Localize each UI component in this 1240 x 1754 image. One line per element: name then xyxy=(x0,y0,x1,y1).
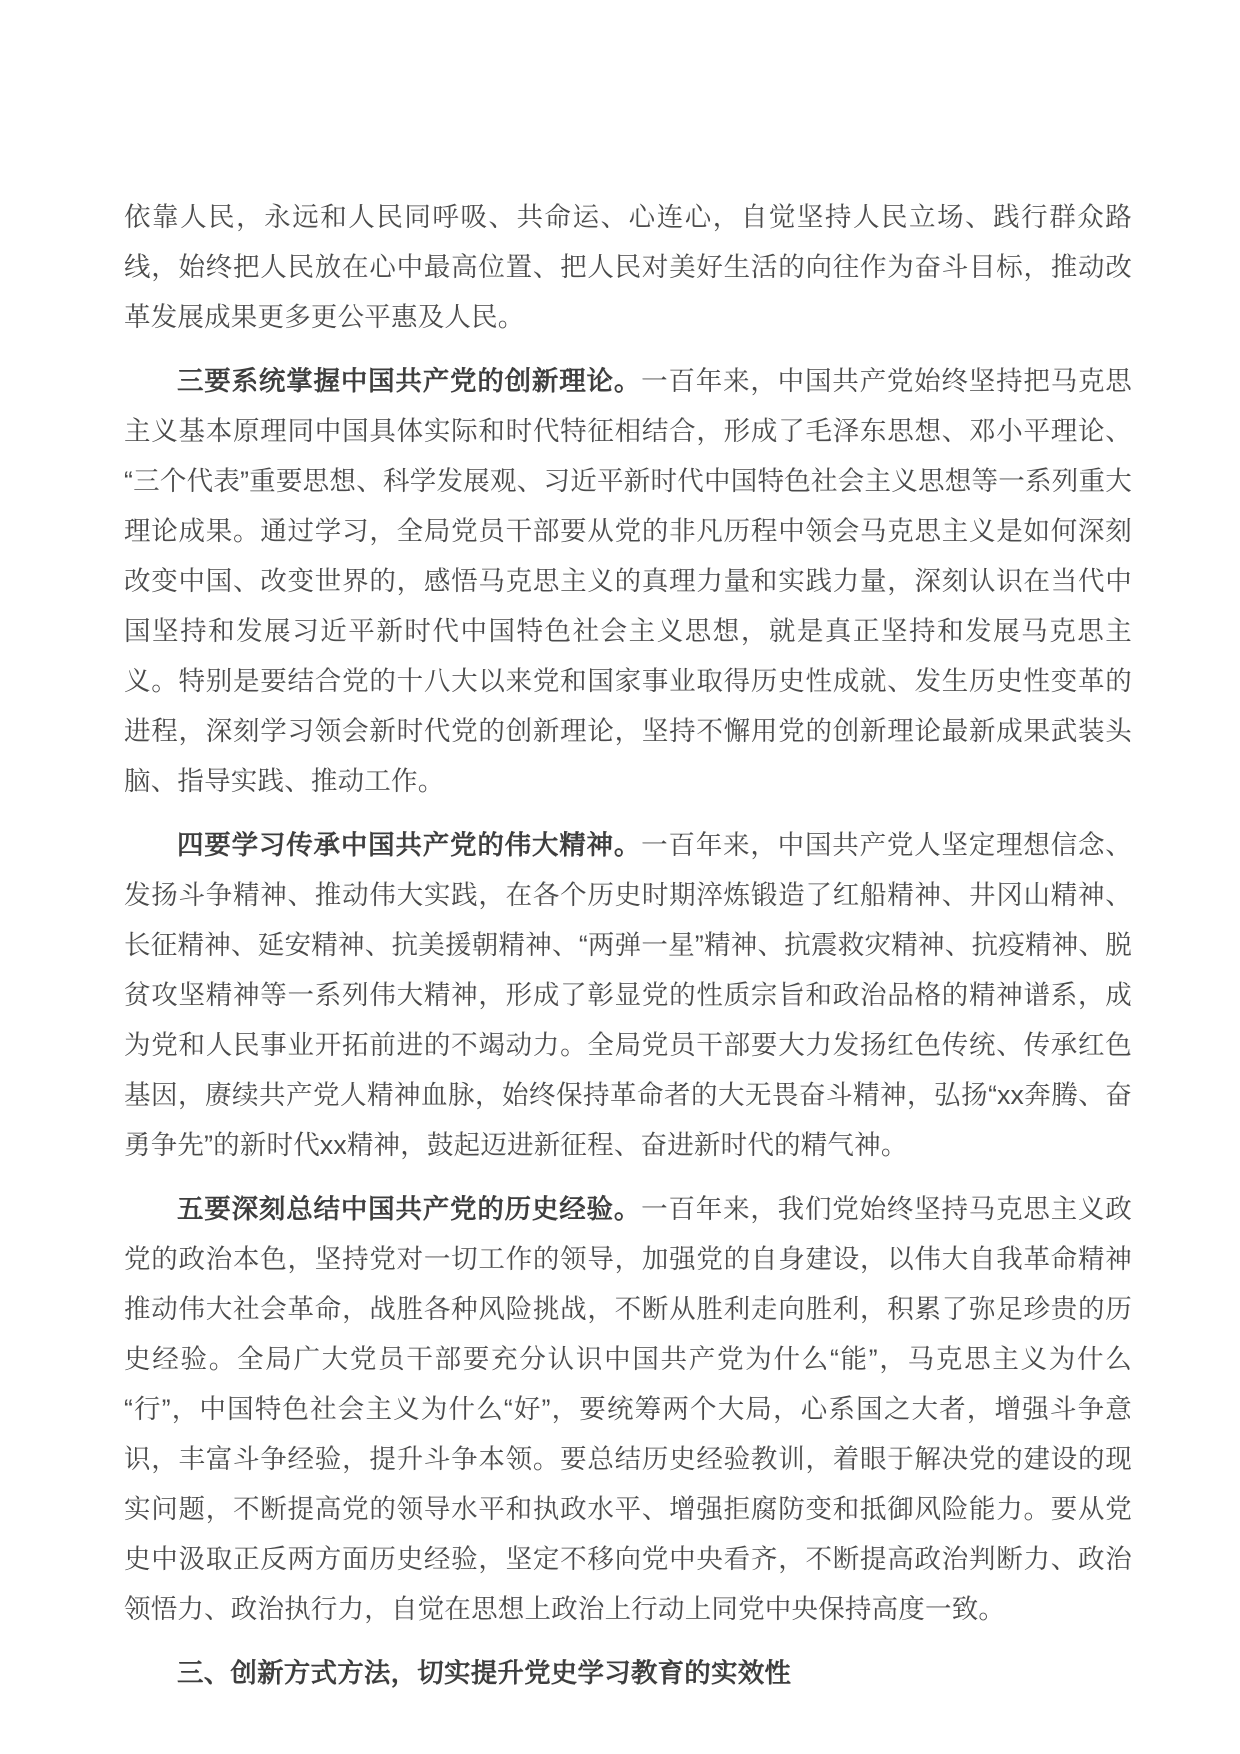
paragraph-text: 一百年来，中国共产党始终坚持把马克思主义基本原理同中国具体实际和时代特征相结合，形成了毛泽东思想、邓小平理论、“三个代表”重要思想、科学发展观、习近平新时代中国特色社会主义思想等一系列重大理论成果。通过学习，全局党员干部要从党的非凡历程中领会马克思主义是如何深刻改变中国、改变世界的，感悟马克思主义的真理力量和实践力量，深刻认识在当代中国坚持和发展习近平新时代中国特色社会主义思想，就是真正坚持和发展马克思主义。特别是要结合党的十八大以来党和国家事业取得历史性成就、发生历史性变革的进程，深刻学习领会新时代党的创新理论，坚持不懈用党的创新理论最新成果武装头脑、指导实践、推动工作。 xyxy=(124,366,1132,796)
paragraph-text: 一百年来，中国共产党人坚定理想信念、发扬斗争精神、推动伟大实践，在各个历史时期淬炼锻造了红船精神、井冈山精神、长征精神、延安精神、抗美援朝精神、“两弹一星”精神、抗震救灾精神、抗疫精神、脱贫攻坚精神等一系列伟大精神，形成了彰显党的性质宗旨和政治品格的精神谱系，成为党和人民事业开拓前进的不竭动力。全局党员干部要大力发扬红色传统、传承红色基因，赓续共产党人精神血脉，始终保持革命者的大无畏奋斗精神，弘扬“xx奔腾、奋勇争先”的新时代xx精神，鼓起迈进新征程、奋进新时代的精气神。 xyxy=(124,830,1132,1160)
paragraph-text: 依靠人民，永远和人民同呼吸、共命运、心连心，自觉坚持人民立场、践行群众路线，始终把人民放在心中最高位置、把人民对美好生活的向往作为奋斗目标，推动改革发展成果更多更公平惠及人民。 xyxy=(124,202,1132,332)
section-heading xyxy=(124,1648,1132,1698)
paragraph-point-four xyxy=(124,820,1132,1170)
paragraph-lead: 三要系统掌握中国共产党的创新理论。 xyxy=(177,366,642,396)
paragraph-lead: 四要学习传承中国共产党的伟大精神。 xyxy=(177,830,642,860)
paragraph-point-three xyxy=(124,356,1132,806)
paragraph-text: 一百年来，我们党始终坚持马克思主义政党的政治本色，坚持党对一切工作的领导，加强党的自身建设，以伟大自我革命精神推动伟大社会革命，战胜各种风险挑战，不断从胜利走向胜利，积累了弥足珍贵的历史经验。全局广大党员干部要充分认识中国共产党为什么“能”，马克思主义为什么“行”，中国特色社会主义为什么“好”，要统筹两个大局，心系国之大者，增强斗争意识，丰富斗争经验，提升斗争本领。要总结历史经验教训，着眼于解决党的建设的现实问题，不断提高党的领导水平和执政水平、增强拒腐防变和抵御风险能力。要从党史中汲取正反两方面历史经验，坚定不移向党中央看齐，不断提高政治判断力、政治领悟力、政治执行力，自觉在思想上政治上行动上同党中央保持高度一致。 xyxy=(124,1194,1132,1624)
section-heading-text: 三、创新方式方法，切实提升党史学习教育的实效性 xyxy=(177,1658,792,1688)
paragraph-continuation xyxy=(124,192,1132,342)
paragraph-point-five xyxy=(124,1184,1132,1634)
paragraph-lead: 五要深刻总结中国共产党的历史经验。 xyxy=(177,1194,642,1224)
